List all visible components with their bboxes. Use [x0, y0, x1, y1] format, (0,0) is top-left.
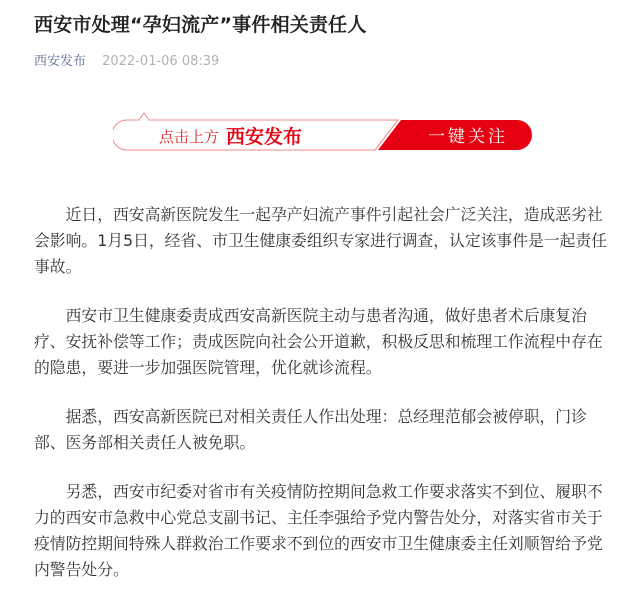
banner-action[interactable]: 一键关注: [428, 127, 508, 147]
article-title: 西安市处理“孕妇流产”事件相关责任人: [34, 14, 367, 36]
banner-prefix: 点击上方: [159, 128, 220, 146]
banner-account: 西安发布: [226, 126, 303, 148]
paragraph: 西安市卫生健康委责成西安高新医院主动与患者沟通，做好患者术后康复治疗、安抚补偿等工作；责成医院向社会公开道歉，积极反思和梳理工作流程中存在的隐患，要进一步加强医院管理，优化就诊流程。: [34, 306, 603, 377]
article-meta: [34, 50, 219, 69]
paragraph: 据悉，西安高新医院已对相关责任人作出处理：总经理范郁会被停职，门诊部、医务部相关责任人被免职。: [34, 407, 587, 452]
publish-date: 2022-01-06 08:39: [102, 54, 220, 69]
source-link[interactable]: 西安发布: [34, 54, 87, 69]
paragraph: 近日，西安高新医院发生一起孕产妇流产事件引起社会广泛关注，造成恶劣社会影响。1月5日，经省、市卫生健康委组织专家进行调查，认定该事件是一起责任事故。: [34, 205, 607, 276]
paragraph: 另悉，西安市纪委对省市有关疫情防控期间急救工作要求落实不到位、履职不力的西安市急救中心党总支副书记、主任李强给予党内警告处分，对落实省市关于疫情防控期间特殊人群救治工作要求不到位的西安市卫生健康委主任刘顺智给予党内警告处分。: [34, 482, 603, 579]
article-body: [34, 202, 610, 606]
follow-banner[interactable]: [113, 112, 533, 152]
